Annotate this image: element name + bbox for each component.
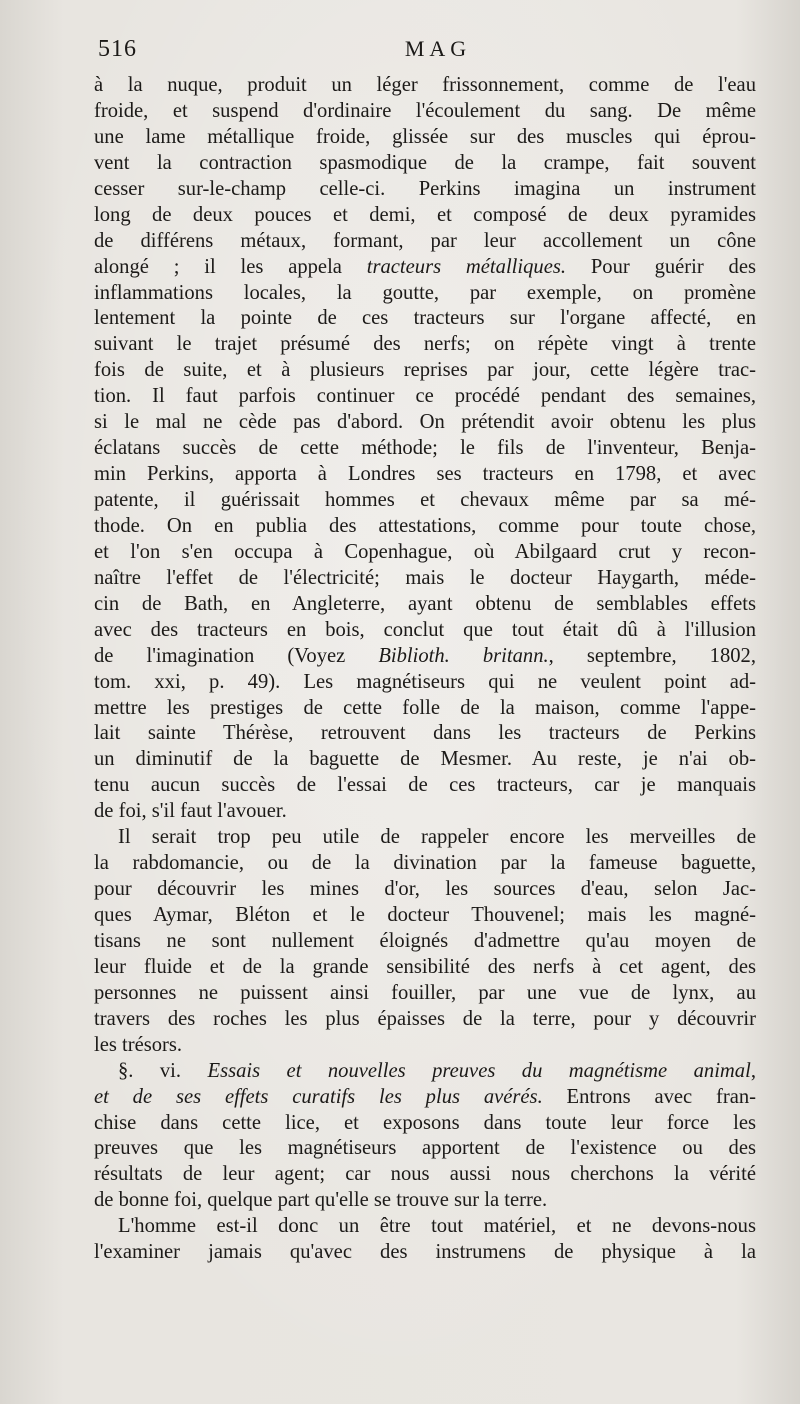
text-line: cesser sur-le-champ celle-ci. Perkins imagina un instrument [94, 177, 756, 200]
paragraph-start-line: L'homme est-il donc un être tout matériel, et ne devons-nous [118, 1215, 756, 1238]
text-line: avec des tracteurs en bois, conclut que tout était dû à l'illusion [94, 618, 756, 641]
text-line: tenu aucun succès de l'essai de ces tracteurs, car je manquais [94, 774, 756, 797]
page-number: 516 [98, 36, 137, 62]
text-line: leur fluide et de la grande sensibilité des nerfs à cet agent, des [94, 955, 756, 978]
text-line: éclatans succès de cette méthode; le fils de l'inventeur, Benja- [94, 437, 756, 460]
text-line: résultats de leur agent; car nous aussi nous cherchons la vérité [94, 1163, 756, 1186]
section-heading-line [94, 1059, 756, 1085]
text-line: tisans ne sont nullement éloignés d'admettre qu'au moyen de [94, 929, 756, 952]
text-line: long de deux pouces et demi, et composé de deux pyramides [94, 203, 756, 226]
page-bottom-margin [0, 1290, 800, 1404]
text-segment: Pour guérir des [566, 255, 756, 278]
text-segment: alongé ; il les appela [94, 255, 367, 278]
text-line: mettre les prestiges de cette folle de la maison, comme l'appe- [94, 696, 756, 719]
text-line: naître l'effet de l'électricité; mais le docteur Haygarth, méde- [94, 566, 756, 589]
text-line: pour découvrir les mines d'or, les sources d'eau, selon Jac- [94, 878, 756, 901]
text-line: suivant le trajet présumé des nerfs; on répète vingt à trente [94, 333, 756, 356]
text-line: de différens métaux, formant, par leur accollement un cône [94, 229, 756, 252]
text-line-mixed [94, 255, 756, 281]
text-line: ques Aymar, Bléton et le docteur Thouvenel; mais les magné- [94, 904, 756, 926]
text-line: les trésors. [94, 1033, 183, 1056]
text-segment: , [750, 1059, 756, 1082]
text-segment: Entrons avec fran- [542, 1085, 756, 1108]
text-line: l'examiner jamais qu'avec des instrumens de physique à la [94, 1241, 756, 1264]
paragraph-start-line: Il serait trop peu utile de rappeler encore les merveilles de [118, 826, 756, 849]
text-line: preuves que les magnétiseurs apportent de l'existence ou des [94, 1137, 756, 1160]
italic-citation: Biblioth. britann. [378, 644, 549, 667]
text-line: une lame métallique froide, glissée sur des muscles qui éprou- [94, 125, 756, 148]
text-line: un diminutif de la baguette de Mesmer. Au reste, je n'ai ob- [94, 748, 756, 771]
page-header [98, 36, 758, 70]
text-segment: , septembre, 1802, [548, 644, 756, 667]
text-line: tion. Il faut parfois continuer ce procédé pendant des semaines, [94, 385, 756, 408]
text-line: froide, et suspend d'ordinaire l'écoulement du sang. De même [94, 99, 756, 122]
text-line: lait sainte Thérèse, retrouvent dans les tracteurs de Perkins [94, 722, 756, 745]
text-line: de foi, s'il faut l'avouer. [94, 800, 287, 823]
text-line: travers des roches les plus épaisses de la terre, pour y découvrir [94, 1007, 756, 1030]
text-line: si le mal ne cède pas d'abord. On prétendit avoir obtenu les plus [94, 411, 756, 434]
body-text [94, 73, 756, 1266]
text-line: patente, il guérissait hommes et chevaux même par sa mé- [94, 489, 756, 511]
text-line: de bonne foi, quelque part qu'elle se trouve sur la terre. [94, 1189, 548, 1212]
running-head: MAG [404, 36, 472, 61]
section-title: Essais et nouvelles preuves du magnétisme animal [207, 1059, 751, 1082]
text-line: vent la contraction spasmodique de la crampe, fait souvent [94, 151, 756, 174]
text-line: personnes ne puissent ainsi fouiller, par une vue de lynx, au [94, 981, 756, 1004]
text-line: inflammations locales, la goutte, par exemple, on promène [94, 281, 756, 304]
italic-term: tracteurs métalliques. [366, 255, 567, 278]
text-line: la rabdomancie, ou de la divination par la fameuse baguette, [94, 852, 756, 875]
text-line: thode. On en publia des attestations, comme pour toute chose, [94, 514, 756, 537]
text-line: min Perkins, apporta à Londres ses tracteurs en 1798, et avec [94, 463, 756, 486]
section-heading-line [94, 1085, 756, 1111]
text-line: cin de Bath, en Angleterre, ayant obtenu de semblables effets [94, 592, 756, 615]
text-line: à la nuque, produit un léger frissonnement, comme de l'eau [94, 74, 756, 96]
text-line: tom. xxi, p. 49). Les magnétiseurs qui ne veulent point ad- [94, 670, 756, 693]
text-line-mixed [94, 644, 756, 670]
text-line: et l'on s'en occupa à Copenhague, où Abilgaard crut y recon- [94, 540, 756, 563]
section-title: et de ses effets curatifs les plus avérés. [94, 1085, 543, 1108]
text-line: fois de suite, et à plusieurs reprises par jour, cette légère trac- [94, 359, 756, 382]
section-number: §. vi. [118, 1059, 208, 1082]
text-segment: de l'imagination (Voyez [94, 644, 379, 667]
text-line: lentement la pointe de ces tracteurs sur l'organe affecté, en [94, 307, 756, 330]
text-line: chise dans cette lice, et exposons dans toute leur force les [94, 1111, 756, 1134]
